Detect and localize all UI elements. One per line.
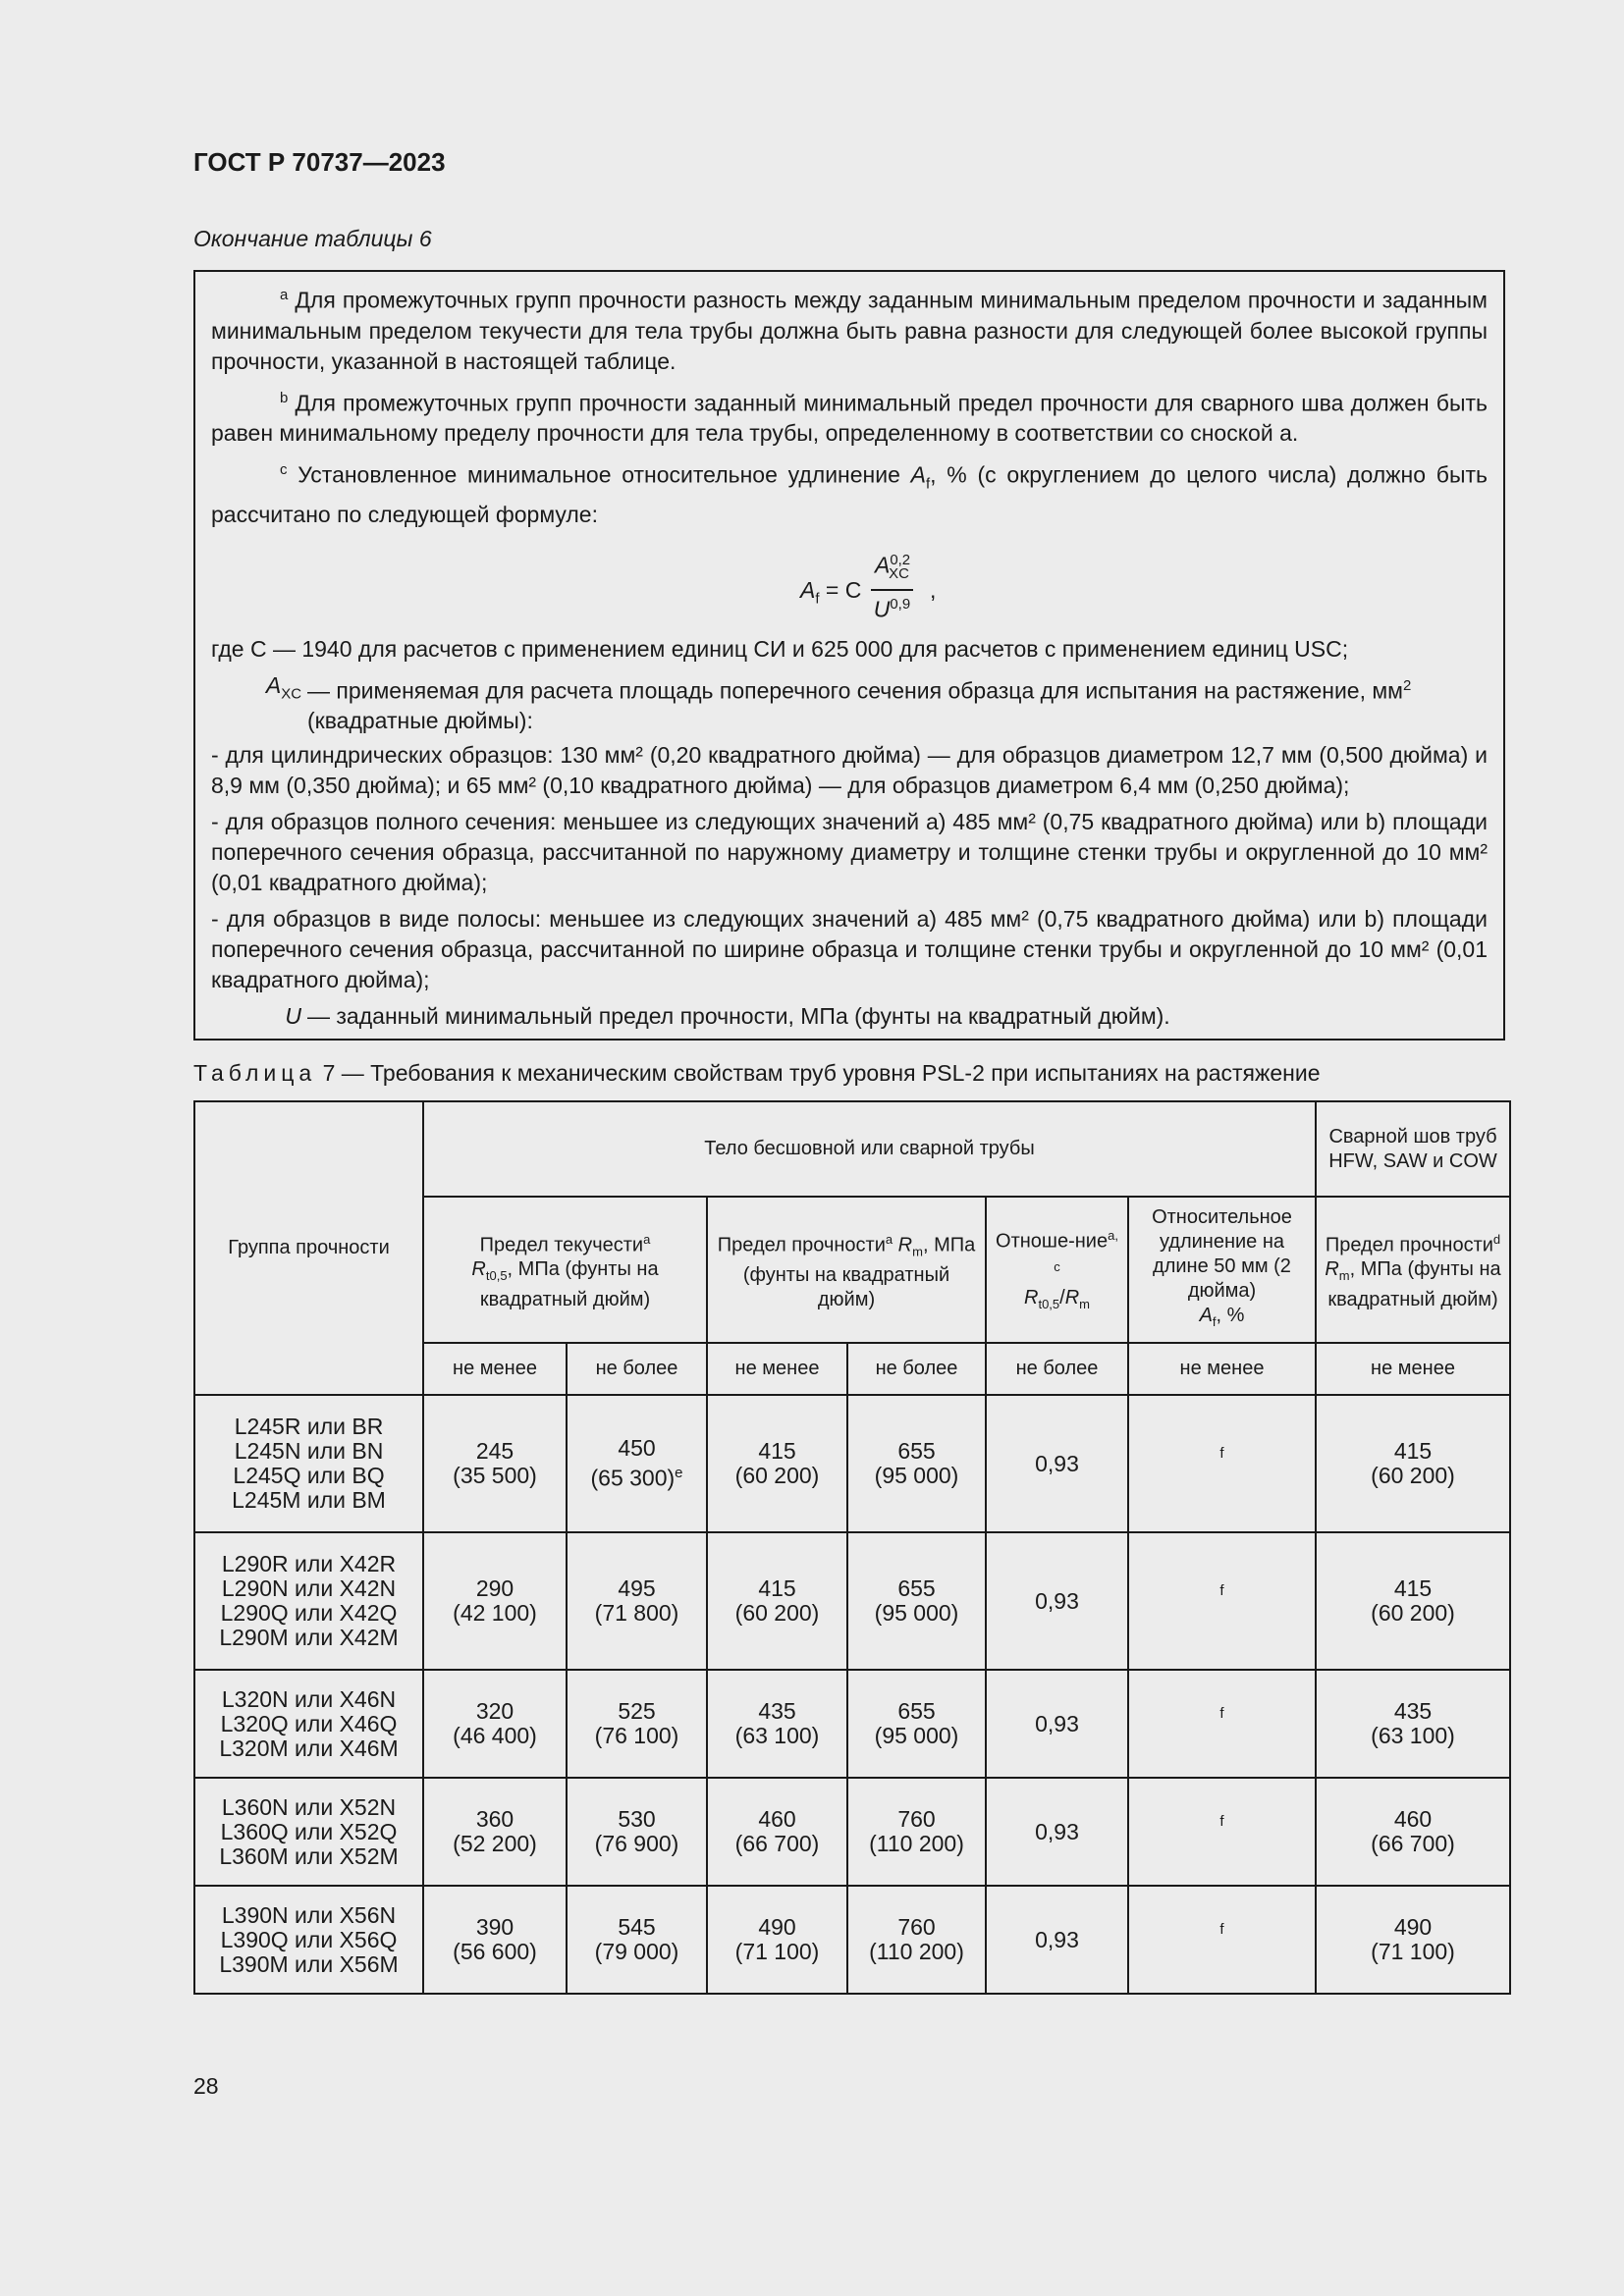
bullet-cylindrical: - для цилиндрических образцов: 130 мм² (0,20 квадратного дюйма) — для образцов диаметром 12,7 мм (0,500 дюйма) и 8,9 мм (0,350 дюйма); и 65 мм² (0,10 квадратного дюйма) — для образцов диаметром 6,4 мм (0,250 дюйма); (211, 742, 1488, 799)
where-c-definition: где C — 1940 для расчетов с применением единиц СИ и 625 000 для расчетов с применением единиц USC; (211, 635, 1349, 662)
document-title: ГОСТ Р 70737—2023 (193, 147, 446, 177)
weld-tensile-cell: 415 (60 200) (1316, 1395, 1510, 1532)
footnote-c: $^c$ Установленное минимальное относительное удлинение $A_f$, % (с округлением до целого числа) должно быть рассчитано по следующей формуле: (211, 461, 1488, 527)
elongation-cell: f (1128, 1395, 1316, 1532)
header-weld-tensile: Предел прочности$^d$ $R_m$, МПа (фунты на квадратный дюйм) (1316, 1197, 1510, 1343)
subheader-cell: не менее (1316, 1343, 1510, 1395)
yield-max-cell: 450 (65 300)$^e$ (567, 1395, 707, 1532)
yield-min-cell: 360 (52 200) (423, 1778, 567, 1886)
yield-max-cell: 530 (76 900) (567, 1778, 707, 1886)
header-elongation: Относительное удлинение на длине 50 мм (2 дюйма) $A_f$, % (1128, 1197, 1316, 1343)
strength-group-cell: L390N или X56N L390Q или X56Q L390M или X56M (194, 1886, 423, 1994)
strength-group-cell: L320N или X46N L320Q или X46Q L320M или X46M (194, 1670, 423, 1778)
yield-min-cell: 390 (56 600) (423, 1886, 567, 1994)
subheader-cell: не более (986, 1343, 1128, 1395)
tensile-max-cell: 655 (95 000) (847, 1532, 986, 1670)
bullet-full-section: - для образцов полного сечения: меньшее из следующих значений a) 485 мм² (0,75 квадратного дюйма) или b) площади поперечного сечения образца, рассчитанной по наружному диаметру и толщине стенки трубы и округленной до 10 мм² (0,01 квадратного дюйма); (211, 809, 1488, 896)
page-number: 28 (193, 2073, 219, 2099)
ratio-cell: 0,93 (986, 1886, 1128, 1994)
header-yield-strength: Предел текучести$^a$ $R_{t0,5}$, МПа (фунты на квадратный дюйм) (423, 1197, 707, 1343)
table-row (194, 1532, 1510, 1670)
yield-min-cell: 320 (46 400) (423, 1670, 567, 1778)
yield-max-cell: 525 (76 100) (567, 1670, 707, 1778)
subheader-cell: не более (567, 1343, 707, 1395)
weld-tensile-cell: 415 (60 200) (1316, 1532, 1510, 1670)
yield-max-cell: 495 (71 800) (567, 1532, 707, 1670)
tensile-min-cell: 415 (60 200) (707, 1395, 847, 1532)
header-pipe-body: Тело бесшовной или сварной трубы (423, 1101, 1316, 1197)
footnote-b: $^b$ Для промежуточных групп прочности заданный минимальный предел прочности для сварного шва должен быть равен минимальному пределу прочности для тела трубы, определенному в соответствии со сноской а. (211, 389, 1488, 447)
tensile-min-cell: 460 (66 700) (707, 1778, 847, 1886)
yield-min-cell: 290 (42 100) (423, 1532, 567, 1670)
yield-max-cell: 545 (79 000) (567, 1886, 707, 1994)
strength-group-cell: L290R или X42R L290N или X42N L290Q или X42Q L290M или X42M (194, 1532, 423, 1670)
subheader-cell: не менее (707, 1343, 847, 1395)
tensile-min-cell: 490 (71 100) (707, 1886, 847, 1994)
table-6-footnotes (193, 270, 1505, 1041)
header-weld-seam: Сварной шов труб HFW, SAW и COW (1316, 1101, 1510, 1197)
tensile-max-cell: 760 (110 200) (847, 1886, 986, 1994)
ratio-cell: 0,93 (986, 1670, 1128, 1778)
bullet-strip: - для образцов в виде полосы: меньшее из следующих значений a) 485 мм² (0,75 квадратного дюйма) или b) площади поперечного сечения образца, рассчитанной по ширине образца и толщине стенки трубы и округленной до 10 мм² (0,01 квадратного дюйма); (211, 906, 1488, 993)
weld-tensile-cell: 435 (63 100) (1316, 1670, 1510, 1778)
strength-group-cell: L360N или X52N L360Q или X52Q L360M или X52M (194, 1778, 423, 1886)
subheader-cell: не более (847, 1343, 986, 1395)
table-row (194, 1395, 1510, 1532)
table-row (194, 1886, 1510, 1994)
weld-tensile-cell: 460 (66 700) (1316, 1778, 1510, 1886)
table-7-caption: Таблица 7 — Требования к механическим свойствам труб уровня PSL-2 при испытаниях на растяжение (193, 1060, 1321, 1086)
ratio-cell: 0,93 (986, 1532, 1128, 1670)
header-tensile-strength: Предел прочности$^a$ $R_m$, МПа (фунты на квадратный дюйм) (707, 1197, 986, 1343)
elongation-cell: f (1128, 1778, 1316, 1886)
table-row (194, 1778, 1510, 1886)
strength-group-cell: L245R или BR L245N или BN L245Q или BQ L245M или BM (194, 1395, 423, 1532)
header-ratio: Отноше-ние$^{a, c}$ $R_{t0,5}/R_m$ (986, 1197, 1128, 1343)
elongation-cell: f (1128, 1670, 1316, 1778)
table-continuation-label: Окончание таблицы 6 (193, 226, 432, 251)
subheader-cell: не менее (1128, 1343, 1316, 1395)
footnote-a: $^a$ Для промежуточных групп прочности разность между заданным минимальным пределом прочности и заданным минимальным пределом текучести для тела трубы должна быть равна разности для следующей более высокой группы прочности, указанной в настоящей таблице. (211, 287, 1488, 374)
elongation-cell: f (1128, 1532, 1316, 1670)
tensile-max-cell: 760 (110 200) (847, 1778, 986, 1886)
header-strength-group: Группа прочности (194, 1101, 423, 1395)
ratio-cell: 0,93 (986, 1778, 1128, 1886)
tensile-min-cell: 435 (63 100) (707, 1670, 847, 1778)
u-definition: U — заданный минимальный предел прочности, МПа (фунты на квадратный дюйм). (285, 1003, 1170, 1030)
tensile-max-cell: 655 (95 000) (847, 1670, 986, 1778)
ratio-cell: 0,93 (986, 1395, 1128, 1532)
elongation-cell: f (1128, 1886, 1316, 1994)
table-7 (193, 1100, 1511, 1995)
elongation-formula: $A_f = C$ $\frac{A^{0,2}_{XC}}{U^{0,9}}$ , (211, 536, 1488, 634)
yield-min-cell: 245 (35 500) (423, 1395, 567, 1532)
tensile-min-cell: 415 (60 200) (707, 1532, 847, 1670)
axc-definition: $A_{XC}$ — применяемая для расчета площадь поперечного сечения образца для испытания на растяжение, $мм^2$ (квадратные дюймы): (265, 671, 1412, 734)
weld-tensile-cell: 490 (71 100) (1316, 1886, 1510, 1994)
tensile-max-cell: 655 (95 000) (847, 1395, 986, 1532)
table-7-body (194, 1395, 1510, 1994)
subheader-cell: не менее (423, 1343, 567, 1395)
table-row (194, 1670, 1510, 1778)
